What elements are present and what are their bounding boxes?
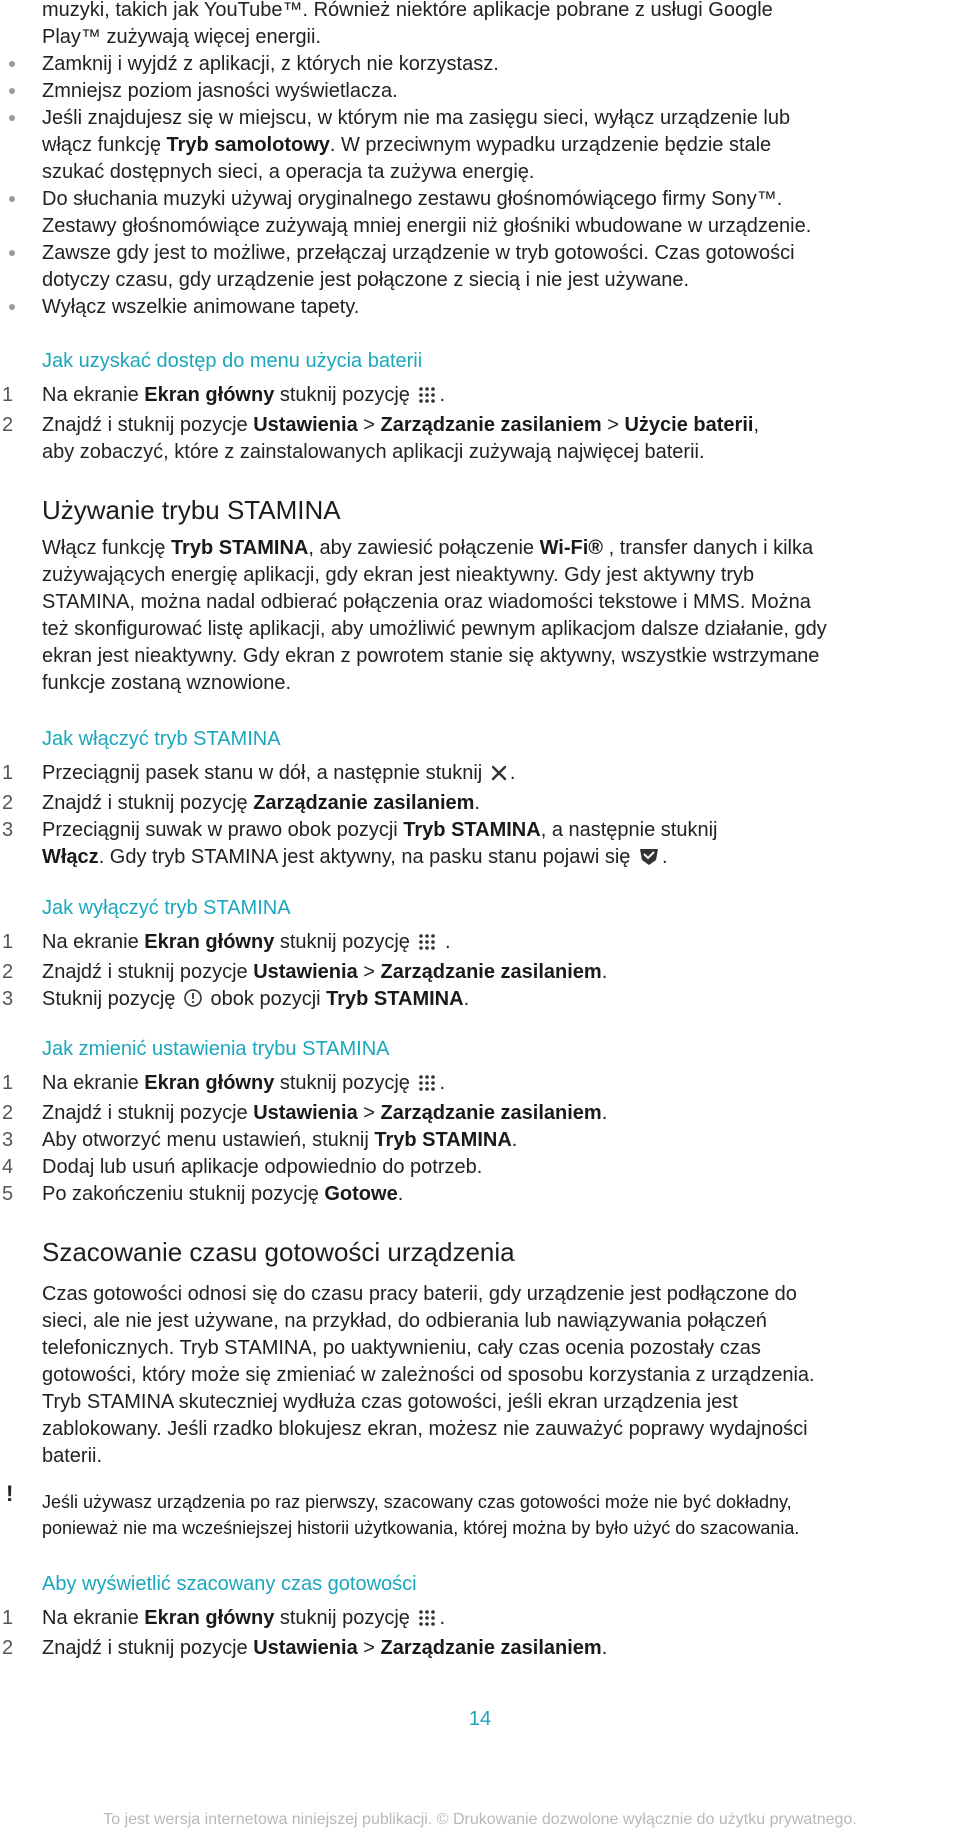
procedure-title: Jak włączyć tryb STAMINA (42, 728, 281, 750)
step-3: 3 Stuknij pozycję obok pozycji Tryb STAMINA. (42, 986, 960, 1016)
step-number: 1 (2, 1607, 14, 1629)
stamina-paragraph (42, 535, 960, 697)
procedure-title: Jak uzyskać dostęp do menu użycia baterii (42, 350, 423, 372)
step-4: 4 Dodaj lub usuń aplikacje odpowiednio do potrzeb. (42, 1154, 960, 1181)
apps-grid-icon (417, 1608, 437, 1635)
step-1: 1 Na ekranie Ekran główny stuknij pozycję . (42, 382, 960, 412)
text-line: szukać dostępnych sieci, a operacja ta zużywa energię. (42, 161, 535, 183)
step-2: 2 Znajdź i stuknij pozycje Ustawienia > Zarządzanie zasilaniem. (42, 1635, 960, 1662)
enable-stamina-steps (2, 760, 960, 874)
step-number: 1 (2, 762, 14, 784)
bullet-item: Do słuchania muzyki używaj oryginalnego zestawu głośnomówiącego firmy Sony™. (42, 186, 960, 213)
bullet-item: Jeśli znajdujesz się w miejscu, w którym nie ma zasięgu sieci, wyłącz urządzenie lub (42, 105, 960, 132)
intro-paragraph (42, 0, 960, 51)
section-heading: Używanie trybu STAMINA (42, 495, 341, 525)
step-number: 2 (2, 961, 14, 983)
step-number: 2 (2, 792, 14, 814)
battery-menu-steps (2, 382, 960, 466)
text-line: dotyczy czasu, gdy urządzenie jest połączone z siecią i nie jest używane. (42, 269, 690, 291)
info-circle-icon (183, 988, 203, 1016)
footer-notice: To jest wersja internetowa niniejszej publikacji. © Drukowanie dozwolone wyłącznie do użytku prywatnego. (103, 1811, 857, 1828)
text-line: ekran jest nieaktywny. Gdy ekran z powrotem stanie się aktywny, wszystkie wstrzymane (42, 645, 820, 667)
bullet-item: Zamknij i wyjdź z aplikacji, z których nie korzystasz. (42, 51, 960, 78)
step-number: 3 (2, 819, 14, 841)
disable-stamina-procedure (42, 895, 960, 922)
note-line: ponieważ nie ma wcześniejszej historii użytkowania, której można by było użyć do szacowania. (42, 1518, 800, 1538)
text-line: baterii. (42, 1445, 103, 1467)
step-2: 2 Znajdź i stuknij pozycję Zarządzanie zasilaniem. (42, 790, 960, 817)
section-heading: Szacowanie czasu gotowości urządzenia (42, 1237, 515, 1267)
step-1: 1 Na ekranie Ekran główny stuknij pozycję . (42, 1070, 960, 1100)
bullet-item: Wyłącz wszelkie animowane tapety. (42, 294, 960, 321)
procedure-title: Aby wyświetlić szacowany czas gotowości (42, 1573, 417, 1595)
step-1: 1 Przeciągnij pasek stanu w dół, a następnie stuknij . (42, 760, 960, 790)
step-number: 3 (2, 988, 14, 1010)
procedure-title: Jak zmienić ustawienia trybu STAMINA (42, 1038, 390, 1060)
text-line: muzyki, takich jak YouTube™. Również niektóre aplikacje pobrane z usługi Google (42, 0, 773, 21)
text-line: włącz funkcję Tryb samolotowy. W przeciwnym wypadku urządzenie będzie stale (42, 134, 772, 156)
step-number: 2 (2, 1637, 14, 1659)
procedure-title: Jak wyłączyć tryb STAMINA (42, 897, 291, 919)
enable-stamina-procedure (42, 726, 960, 753)
step-2: 2 Znajdź i stuknij pozycje Ustawienia > Zarządzanie zasilaniem. (42, 959, 960, 986)
step-number: 3 (2, 1129, 14, 1151)
settings-tools-icon (490, 763, 508, 790)
stamina-section (42, 494, 960, 526)
bullet-item: Zawsze gdy jest to możliwe, przełączaj urządzenie w tryb gotowości. Czas gotowości (42, 240, 960, 267)
step-number: 2 (2, 414, 14, 436)
change-stamina-steps (2, 1070, 960, 1208)
text-line: zużywających energię aplikacji, gdy ekran jest nieaktywny. Gdy jest aktywny tryb (42, 564, 755, 586)
text-line: funkcje zostaną wznowione. (42, 672, 292, 694)
step-2-continued: aby zobaczyć, które z zainstalowanych aplikacji zużywają najwięcej baterii. (42, 441, 705, 463)
text-line: zablokowany. Jeśli rzadko blokujesz ekran, możesz nie zauważyć poprawy wydajności (42, 1418, 808, 1440)
step-number: 5 (2, 1183, 14, 1205)
standby-paragraph (42, 1281, 960, 1470)
standby-section (42, 1236, 960, 1268)
text-line: Play™ zużywają więcej energii. (42, 26, 322, 48)
step-number: 1 (2, 384, 14, 406)
apps-grid-icon (417, 932, 437, 959)
tips-bullet-list (42, 51, 960, 321)
show-standby-procedure (42, 1571, 960, 1598)
disable-stamina-steps (2, 929, 960, 1016)
apps-grid-icon (417, 385, 437, 412)
text-line: Czas gotowości odnosi się do czasu pracy baterii, gdy urządzenie jest podłączone do (42, 1283, 797, 1305)
step-3: 3 Aby otworzyć menu ustawień, stuknij Tryb STAMINA. (42, 1127, 960, 1154)
note-line: Jeśli używasz urządzenia po raz pierwszy, szacowany czas gotowości może nie być dokładny, (42, 1492, 792, 1512)
text-line: sieci, ale nie jest używane, na przykład, do odbierania lub nawiązywania połączeń (42, 1310, 767, 1332)
text-line: Tryb STAMINA skuteczniej wydłuża czas gotowości, jeśli ekran urządzenia jest (42, 1391, 738, 1413)
step-5: 5 Po zakończeniu stuknij pozycję Gotowe. (42, 1181, 960, 1208)
step-number: 1 (2, 931, 14, 953)
step-3-continued: Włącz. Gdy tryb STAMINA jest aktywny, na pasku stanu pojawi się . (42, 844, 960, 874)
step-number: 1 (2, 1072, 14, 1094)
text-line: gotowości, który może się zmieniać w zależności od sposobu korzystania z urządzenia. (42, 1364, 815, 1386)
step-number: 2 (2, 1102, 14, 1124)
standby-note (42, 1489, 960, 1541)
step-2: 2 Znajdź i stuknij pozycje Ustawienia > Zarządzanie zasilaniem. (42, 1100, 960, 1127)
show-standby-steps (2, 1605, 960, 1662)
battery-menu-procedure (42, 348, 960, 375)
stamina-status-icon (638, 846, 660, 874)
step-number: 4 (2, 1156, 14, 1178)
step-3: 3 Przeciągnij suwak w prawo obok pozycji Tryb STAMINA, a następnie stuknij (42, 817, 960, 844)
change-stamina-procedure (42, 1036, 960, 1063)
warning-exclamation-icon: ! (6, 1481, 14, 1506)
text-line: Zestawy głośnomówiące zużywają mniej energii niż głośniki wbudowane w urządzenie. (42, 215, 812, 237)
text-line: telefonicznych. Tryb STAMINA, po uaktywnieniu, cały czas ocenia pozostały czas (42, 1337, 761, 1359)
step-1: 1 Na ekranie Ekran główny stuknij pozycję . (42, 1605, 960, 1635)
bullet-item: Zmniejsz poziom jasności wyświetlacza. (42, 78, 960, 105)
text-line: STAMINA, można nadal odbierać połączenia oraz wiadomości tekstowe i MMS. Można (42, 591, 811, 613)
page-number: 14 (468, 1708, 492, 1730)
text-line: Włącz funkcję Tryb STAMINA, aby zawiesić połączenie Wi-Fi® , transfer danych i kilka (42, 537, 814, 559)
step-2: 2 Znajdź i stuknij pozycje Ustawienia > Zarządzanie zasilaniem > Użycie baterii, (42, 412, 960, 439)
step-1: 1 Na ekranie Ekran główny stuknij pozycję . (42, 929, 960, 959)
text-line: też skonfigurować listę aplikacji, aby umożliwić pewnym aplikacjom dalsze działanie, gdy (42, 618, 827, 640)
apps-grid-icon (417, 1073, 437, 1100)
